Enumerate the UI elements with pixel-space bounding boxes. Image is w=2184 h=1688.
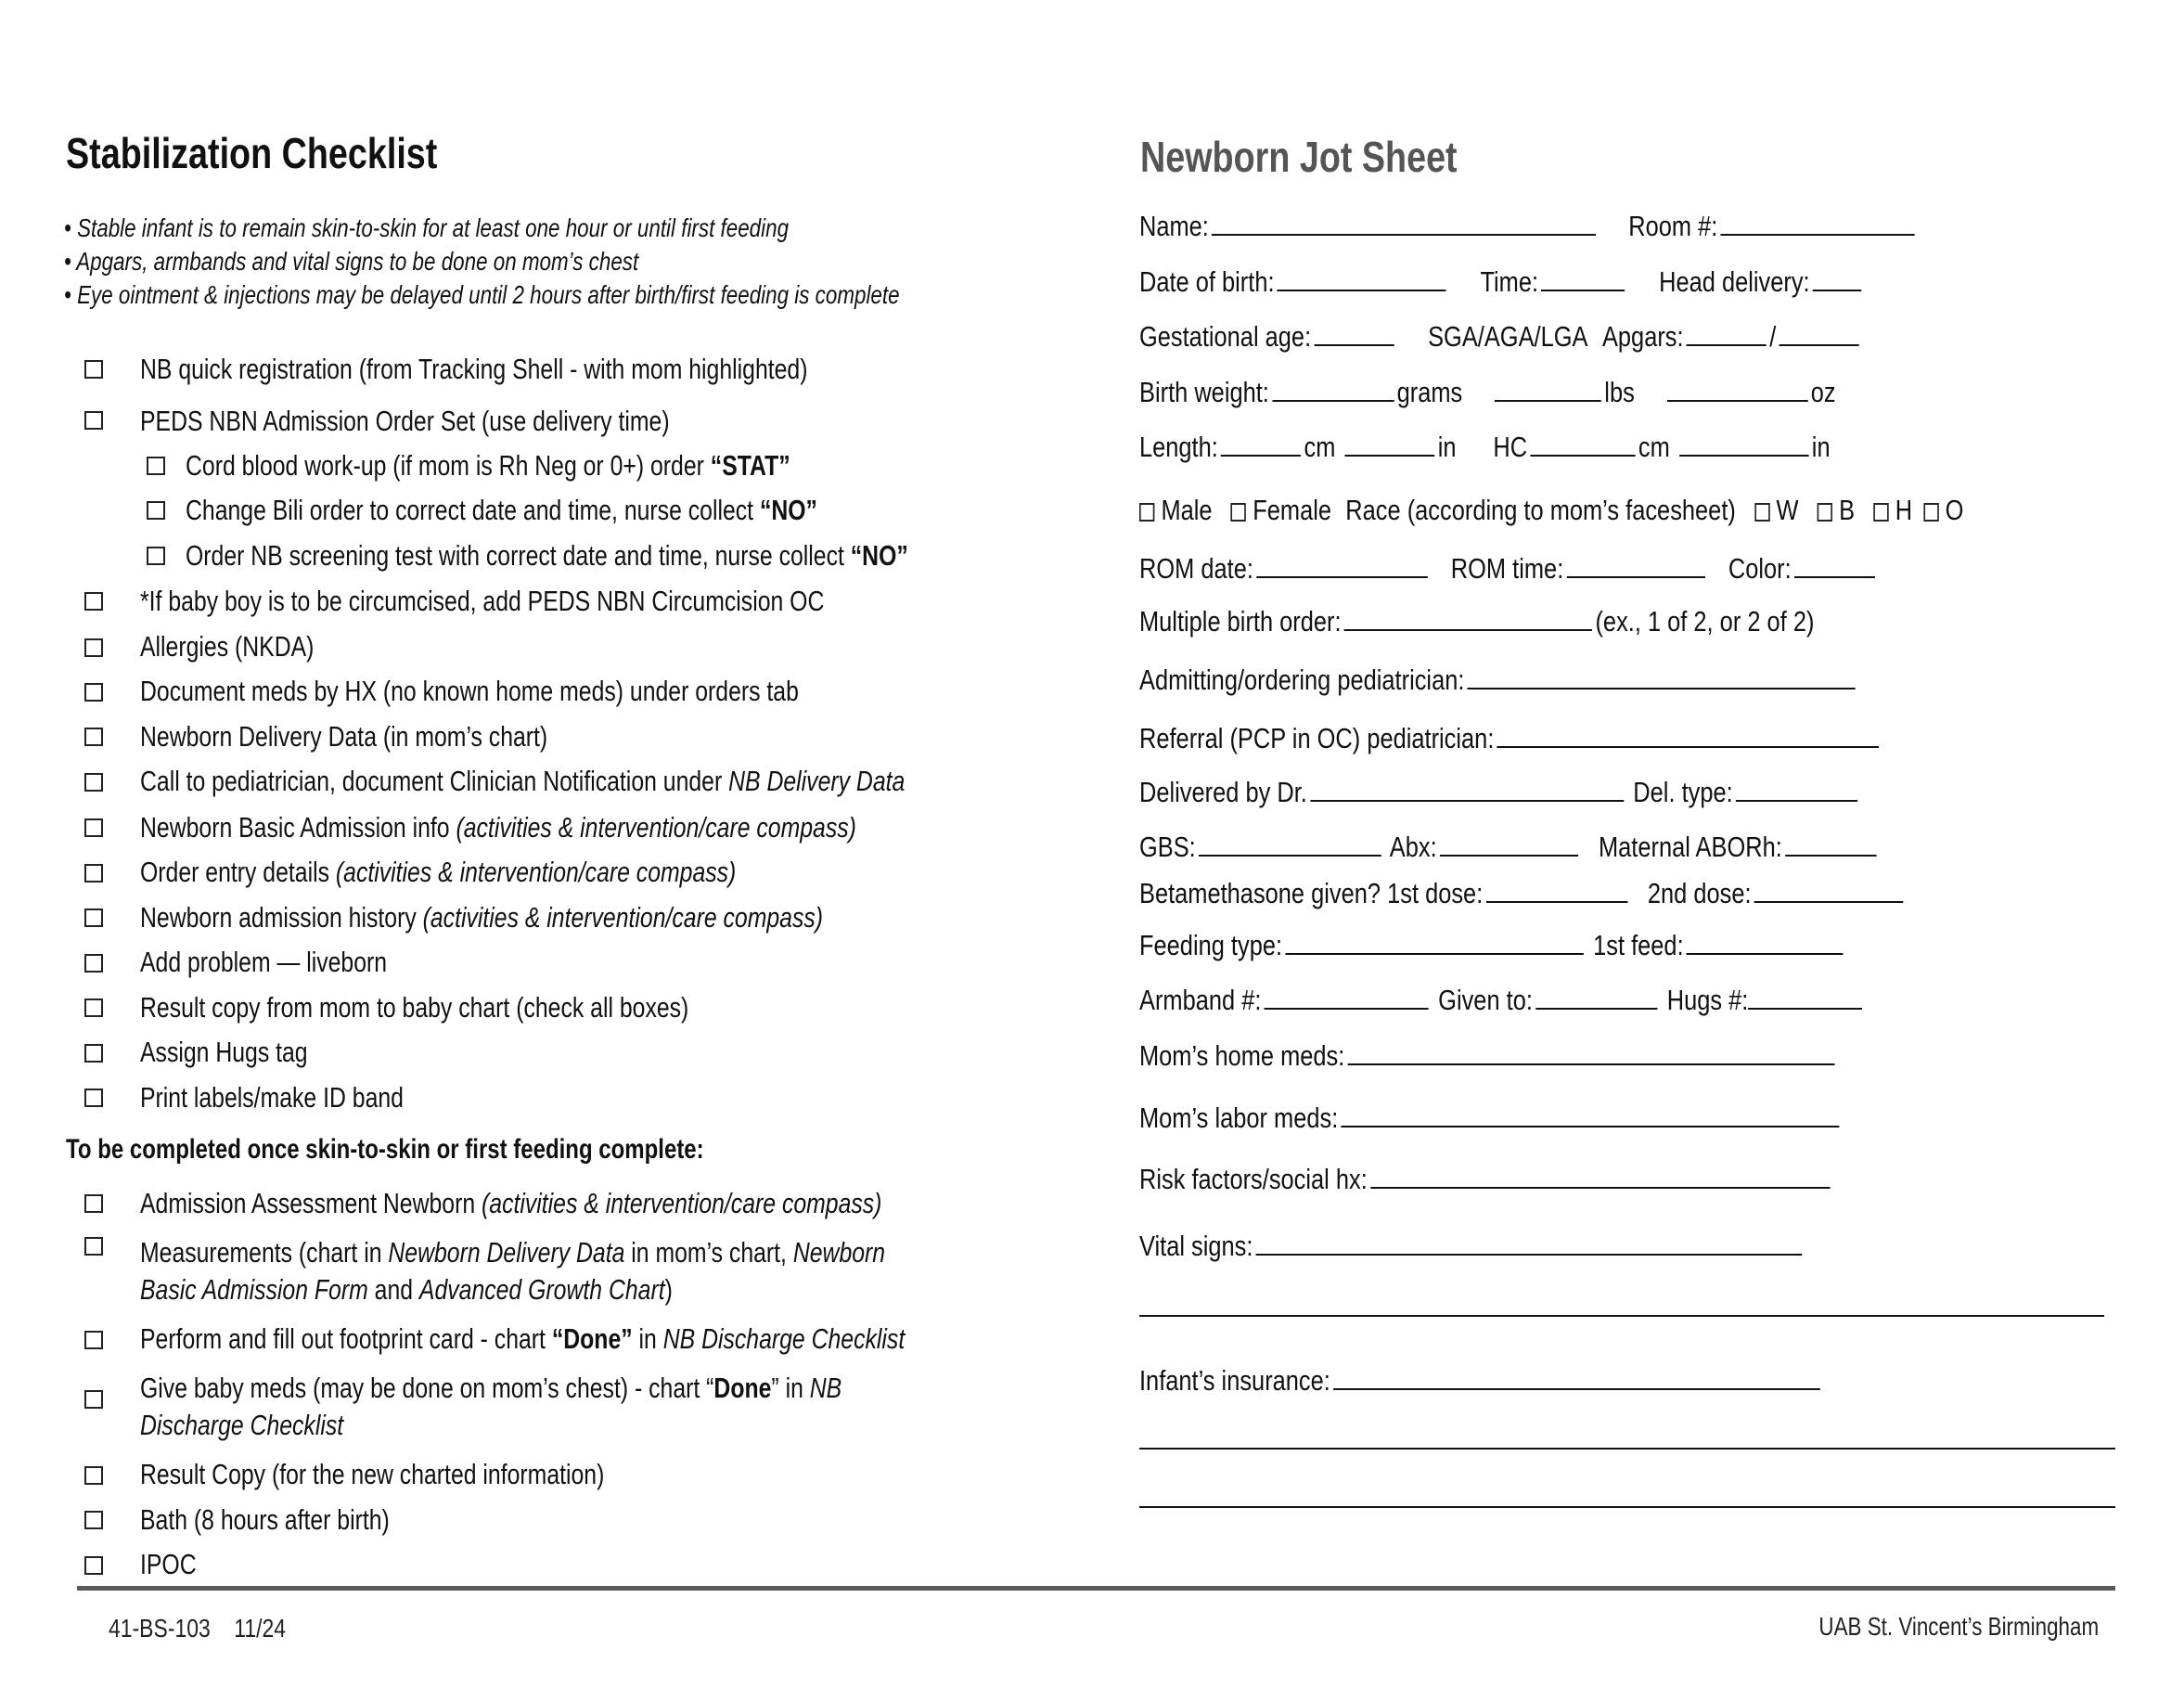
length-cm-input[interactable] bbox=[1221, 454, 1301, 457]
weight-lbs-input[interactable] bbox=[1495, 399, 1601, 402]
section-heading: To be completed once skin-to-skin or first feeding complete: bbox=[66, 1134, 704, 1165]
room-input[interactable] bbox=[1721, 233, 1915, 236]
admitting-pediatrician-input[interactable] bbox=[1468, 687, 1856, 689]
checkbox[interactable] bbox=[84, 360, 103, 379]
rom-date-input[interactable] bbox=[1256, 575, 1428, 578]
note-bullet: • Apgars, armbands and vital signs to be done on mom’s chest bbox=[64, 247, 639, 276]
race-o-checkbox[interactable] bbox=[1923, 503, 1938, 522]
field-row-labor-meds: Mom’s labor meds: bbox=[1139, 1102, 1997, 1135]
checkbox[interactable] bbox=[84, 411, 103, 430]
referral-pediatrician-input[interactable] bbox=[1497, 745, 1880, 748]
checkbox[interactable] bbox=[84, 954, 103, 973]
checkbox[interactable] bbox=[84, 1390, 103, 1409]
field-row-home-meds: Mom’s home meds: bbox=[1139, 1039, 1991, 1073]
checkbox[interactable] bbox=[84, 999, 103, 1017]
insurance-extra-line[interactable] bbox=[1139, 1448, 2115, 1450]
dob-input[interactable] bbox=[1278, 289, 1446, 291]
armband-input[interactable] bbox=[1265, 1007, 1429, 1010]
checkbox[interactable] bbox=[84, 1044, 103, 1063]
time-input[interactable] bbox=[1541, 289, 1625, 291]
field-row-multiple-birth: Multiple birth order: (ex., 1 of 2, or 2 of 2) bbox=[1139, 605, 1815, 638]
checkbox[interactable] bbox=[84, 864, 103, 883]
home-meds-input[interactable] bbox=[1348, 1063, 1835, 1065]
race-b-checkbox[interactable] bbox=[1818, 503, 1832, 522]
checkbox[interactable] bbox=[84, 683, 103, 702]
checkbox[interactable] bbox=[84, 818, 103, 837]
field-row-gbs: GBS: Abx: Maternal ABORh: bbox=[1139, 831, 2042, 864]
race-h-checkbox[interactable] bbox=[1873, 503, 1888, 522]
insurance-input[interactable] bbox=[1333, 1387, 1820, 1390]
maternal-aborh-input[interactable] bbox=[1785, 854, 1876, 857]
jot-sheet-title: Newborn Jot Sheet bbox=[1140, 133, 1458, 181]
field-row-admitting: Admitting/ordering pediatrician: bbox=[1139, 664, 2016, 697]
gestational-age-input[interactable] bbox=[1314, 343, 1394, 346]
second-dose-input[interactable] bbox=[1754, 900, 1904, 903]
hugs-input[interactable] bbox=[1748, 1007, 1862, 1010]
delivery-type-input[interactable] bbox=[1736, 799, 1857, 802]
checkbox[interactable] bbox=[147, 457, 165, 475]
checkbox[interactable] bbox=[84, 1194, 103, 1213]
checkbox[interactable] bbox=[84, 728, 103, 746]
checkbox[interactable] bbox=[147, 501, 165, 520]
apgar-1-input[interactable] bbox=[1687, 343, 1766, 346]
weight-oz-input[interactable] bbox=[1667, 399, 1808, 402]
rom-time-input[interactable] bbox=[1567, 575, 1705, 578]
checkbox[interactable] bbox=[84, 1331, 103, 1349]
hc-cm-input[interactable] bbox=[1530, 454, 1635, 457]
male-checkbox[interactable] bbox=[1139, 503, 1154, 522]
field-row-gestational: Gestational age: SGA/AGA/LGA Apgars: / bbox=[1139, 320, 2021, 354]
field-row-feeding: Feeding type: 1st feed: bbox=[1139, 929, 2001, 962]
field-row-birth-weight: Birth weight: grams lbs oz bbox=[1139, 376, 1836, 408]
field-row-sex-race: Male Female Race (according to mom’s facesheet) W B H O bbox=[1139, 494, 2144, 527]
field-row-name: Name: Room #: bbox=[1139, 210, 2088, 243]
checkbox[interactable] bbox=[84, 1089, 103, 1107]
first-feed-input[interactable] bbox=[1687, 952, 1844, 955]
head-delivery-input[interactable] bbox=[1813, 289, 1861, 291]
weight-grams-input[interactable] bbox=[1272, 399, 1394, 402]
checkbox[interactable] bbox=[84, 592, 103, 611]
race-w-checkbox[interactable] bbox=[1754, 503, 1769, 522]
checkbox[interactable] bbox=[84, 1511, 103, 1529]
field-row-betamethasone: Betamethasone given? 1st dose: 2nd dose: bbox=[1139, 877, 2075, 910]
risk-factors-input[interactable] bbox=[1370, 1186, 1830, 1189]
abx-input[interactable] bbox=[1440, 854, 1578, 857]
field-row-rom: ROM date: ROM time: Color: bbox=[1139, 552, 2040, 586]
field-row-referral: Referral (PCP in OC) pediatrician: bbox=[1139, 722, 2045, 755]
organization-name: UAB St. Vincent’s Birmingham bbox=[1818, 1612, 2099, 1641]
female-checkbox[interactable] bbox=[1231, 503, 1246, 522]
checkbox[interactable] bbox=[84, 1556, 103, 1575]
hc-in-input[interactable] bbox=[1679, 454, 1808, 457]
checkbox[interactable] bbox=[84, 908, 103, 927]
checkbox[interactable] bbox=[84, 1237, 103, 1256]
first-dose-input[interactable] bbox=[1486, 900, 1628, 903]
vital-signs-input[interactable] bbox=[1256, 1253, 1803, 1256]
checkbox[interactable] bbox=[84, 1466, 103, 1485]
length-in-input[interactable] bbox=[1345, 454, 1435, 457]
color-input[interactable] bbox=[1794, 575, 1875, 578]
labor-meds-input[interactable] bbox=[1342, 1125, 1840, 1127]
checklist-title: Stabilization Checklist bbox=[66, 129, 438, 177]
given-to-input[interactable] bbox=[1535, 1007, 1657, 1010]
checkbox[interactable] bbox=[84, 638, 103, 657]
field-row-armband: Armband #: Given to: Hugs #: bbox=[1139, 984, 2024, 1017]
field-row-risk-factors: Risk factors/social hx: bbox=[1139, 1163, 1985, 1196]
feeding-type-input[interactable] bbox=[1285, 952, 1583, 955]
vital-signs-extra-line[interactable] bbox=[1139, 1315, 2104, 1317]
field-row-vital-signs: Vital signs: bbox=[1139, 1230, 1951, 1263]
field-row-delivered-by: Delivered by Dr. Del. type: bbox=[1139, 776, 2019, 809]
field-row-dob: Date of birth: Time: Head delivery: bbox=[1139, 265, 2023, 299]
name-input[interactable] bbox=[1212, 233, 1596, 236]
footer-rule bbox=[77, 1586, 2115, 1591]
field-row-length: Length: cm in HC cm in bbox=[1139, 431, 1831, 463]
note-bullet: • Stable infant is to remain skin-to-skin for at least one hour or until first feeding bbox=[64, 213, 790, 242]
multiple-birth-input[interactable] bbox=[1344, 628, 1592, 631]
checkbox[interactable] bbox=[84, 773, 103, 792]
field-row-insurance: Infant’s insurance: bbox=[1139, 1364, 1973, 1398]
gbs-input[interactable] bbox=[1199, 854, 1381, 857]
delivered-by-input[interactable] bbox=[1310, 799, 1624, 802]
checkbox[interactable] bbox=[147, 547, 165, 565]
insurance-extra-line[interactable] bbox=[1139, 1506, 2115, 1508]
note-bullet: • Eye ointment & injections may be delayed until 2 hours after birth/first feeding is complete bbox=[64, 280, 900, 309]
apgar-2-input[interactable] bbox=[1779, 343, 1859, 346]
form-code: 41-BS-103 11/24 bbox=[109, 1614, 287, 1643]
